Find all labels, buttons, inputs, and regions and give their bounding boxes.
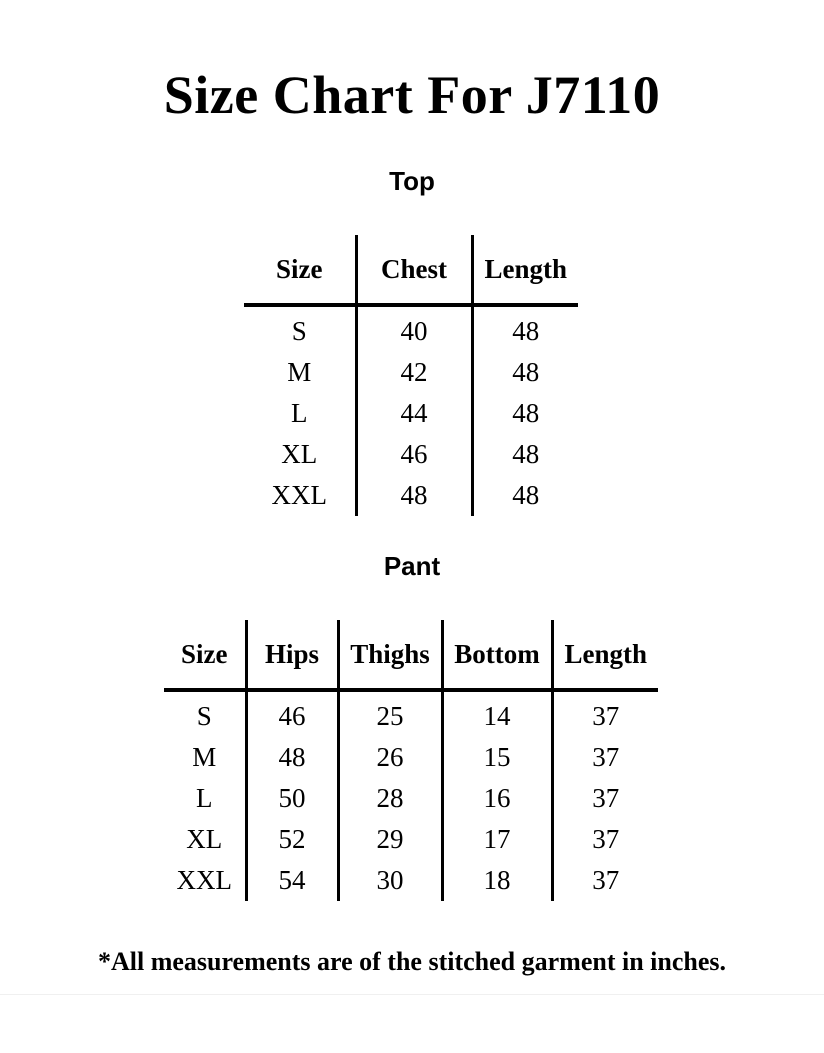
top-table-cell: 48: [472, 434, 578, 475]
pant-table-header: [164, 620, 658, 690]
pant-table-cell: 37: [552, 690, 658, 737]
pant-col-length-header: Length: [552, 620, 658, 690]
pant-table-row: [164, 690, 658, 737]
pant-table-cell: 37: [552, 860, 658, 901]
top-table-cell: 48: [472, 305, 578, 352]
pant-table-cell: 17: [442, 819, 552, 860]
pant-table-row: [164, 737, 658, 778]
pant-table-row: [164, 778, 658, 819]
pant-table-cell: 15: [442, 737, 552, 778]
pant-table-cell: 50: [246, 778, 338, 819]
top-col-size-header: Size: [244, 235, 356, 305]
top-table-cell: 44: [356, 393, 472, 434]
top-table-cell: 48: [472, 475, 578, 516]
pant-table-header-row: [164, 620, 658, 690]
top-table-row: [244, 434, 578, 475]
top-table-row: [244, 352, 578, 393]
page-title: Size Chart For J7110: [163, 65, 661, 125]
pant-table-cell: 48: [246, 737, 338, 778]
measurement-footnote: *All measurements are of the stitched garment in inches.: [97, 947, 726, 976]
pant-table-cell: XL: [186, 824, 223, 854]
top-table-header-row: [244, 235, 578, 305]
pant-table-cell: 37: [552, 819, 658, 860]
pant-table-cell: 37: [552, 778, 658, 819]
top-table-cell: 48: [356, 475, 472, 516]
pant-table-cell: 46: [246, 690, 338, 737]
pant-table-cell: 54: [246, 860, 338, 901]
pant-col-thighs-header: Thighs: [338, 620, 442, 690]
top-table-cell: 40: [356, 305, 472, 352]
top-table-row: [244, 475, 578, 516]
pant-col-bottom-header: Bottom: [442, 620, 552, 690]
bottom-divider: [0, 994, 824, 995]
pant-table-row: [164, 819, 658, 860]
pant-col-size-header: Size: [164, 620, 246, 690]
pant-table-cell: 18: [442, 860, 552, 901]
pant-table-cell: 25: [338, 690, 442, 737]
top-col-length-header: Length: [472, 235, 578, 305]
top-size-table: [244, 235, 578, 516]
pant-table-cell: 16: [442, 778, 552, 819]
top-section-heading: Top: [389, 166, 435, 196]
pant-table-cell: S: [196, 701, 212, 731]
pant-table-cell: 26: [338, 737, 442, 778]
pant-table-cell: L: [196, 783, 213, 813]
pant-size-table: [164, 620, 658, 901]
pant-table-cell: 28: [338, 778, 442, 819]
pant-table-cell: 14: [442, 690, 552, 737]
top-table-cell: XXL: [271, 480, 327, 510]
top-table-cell: S: [291, 316, 307, 346]
pant-col-hips-header: Hips: [246, 620, 338, 690]
top-table-cell: M: [287, 357, 312, 387]
top-table-body: [244, 305, 578, 516]
pant-section-heading: Pant: [383, 551, 441, 581]
pant-table-cell: 37: [552, 737, 658, 778]
top-col-chest-header: Chest: [356, 235, 472, 305]
top-table-row: [244, 393, 578, 434]
top-table-header: [244, 235, 578, 305]
pant-table-body: [164, 690, 658, 901]
top-table-cell: 42: [356, 352, 472, 393]
top-table-cell: XL: [281, 439, 318, 469]
pant-table-row: [164, 860, 658, 901]
top-table-cell: 46: [356, 434, 472, 475]
pant-table-cell: M: [192, 742, 217, 772]
pant-table-cell: 29: [338, 819, 442, 860]
pant-table-cell: 52: [246, 819, 338, 860]
pant-table-cell: XXL: [176, 865, 232, 895]
top-table-cell: L: [291, 398, 308, 428]
pant-table-cell: 30: [338, 860, 442, 901]
top-table-row: [244, 305, 578, 352]
top-table-cell: 48: [472, 352, 578, 393]
top-table-cell: 48: [472, 393, 578, 434]
